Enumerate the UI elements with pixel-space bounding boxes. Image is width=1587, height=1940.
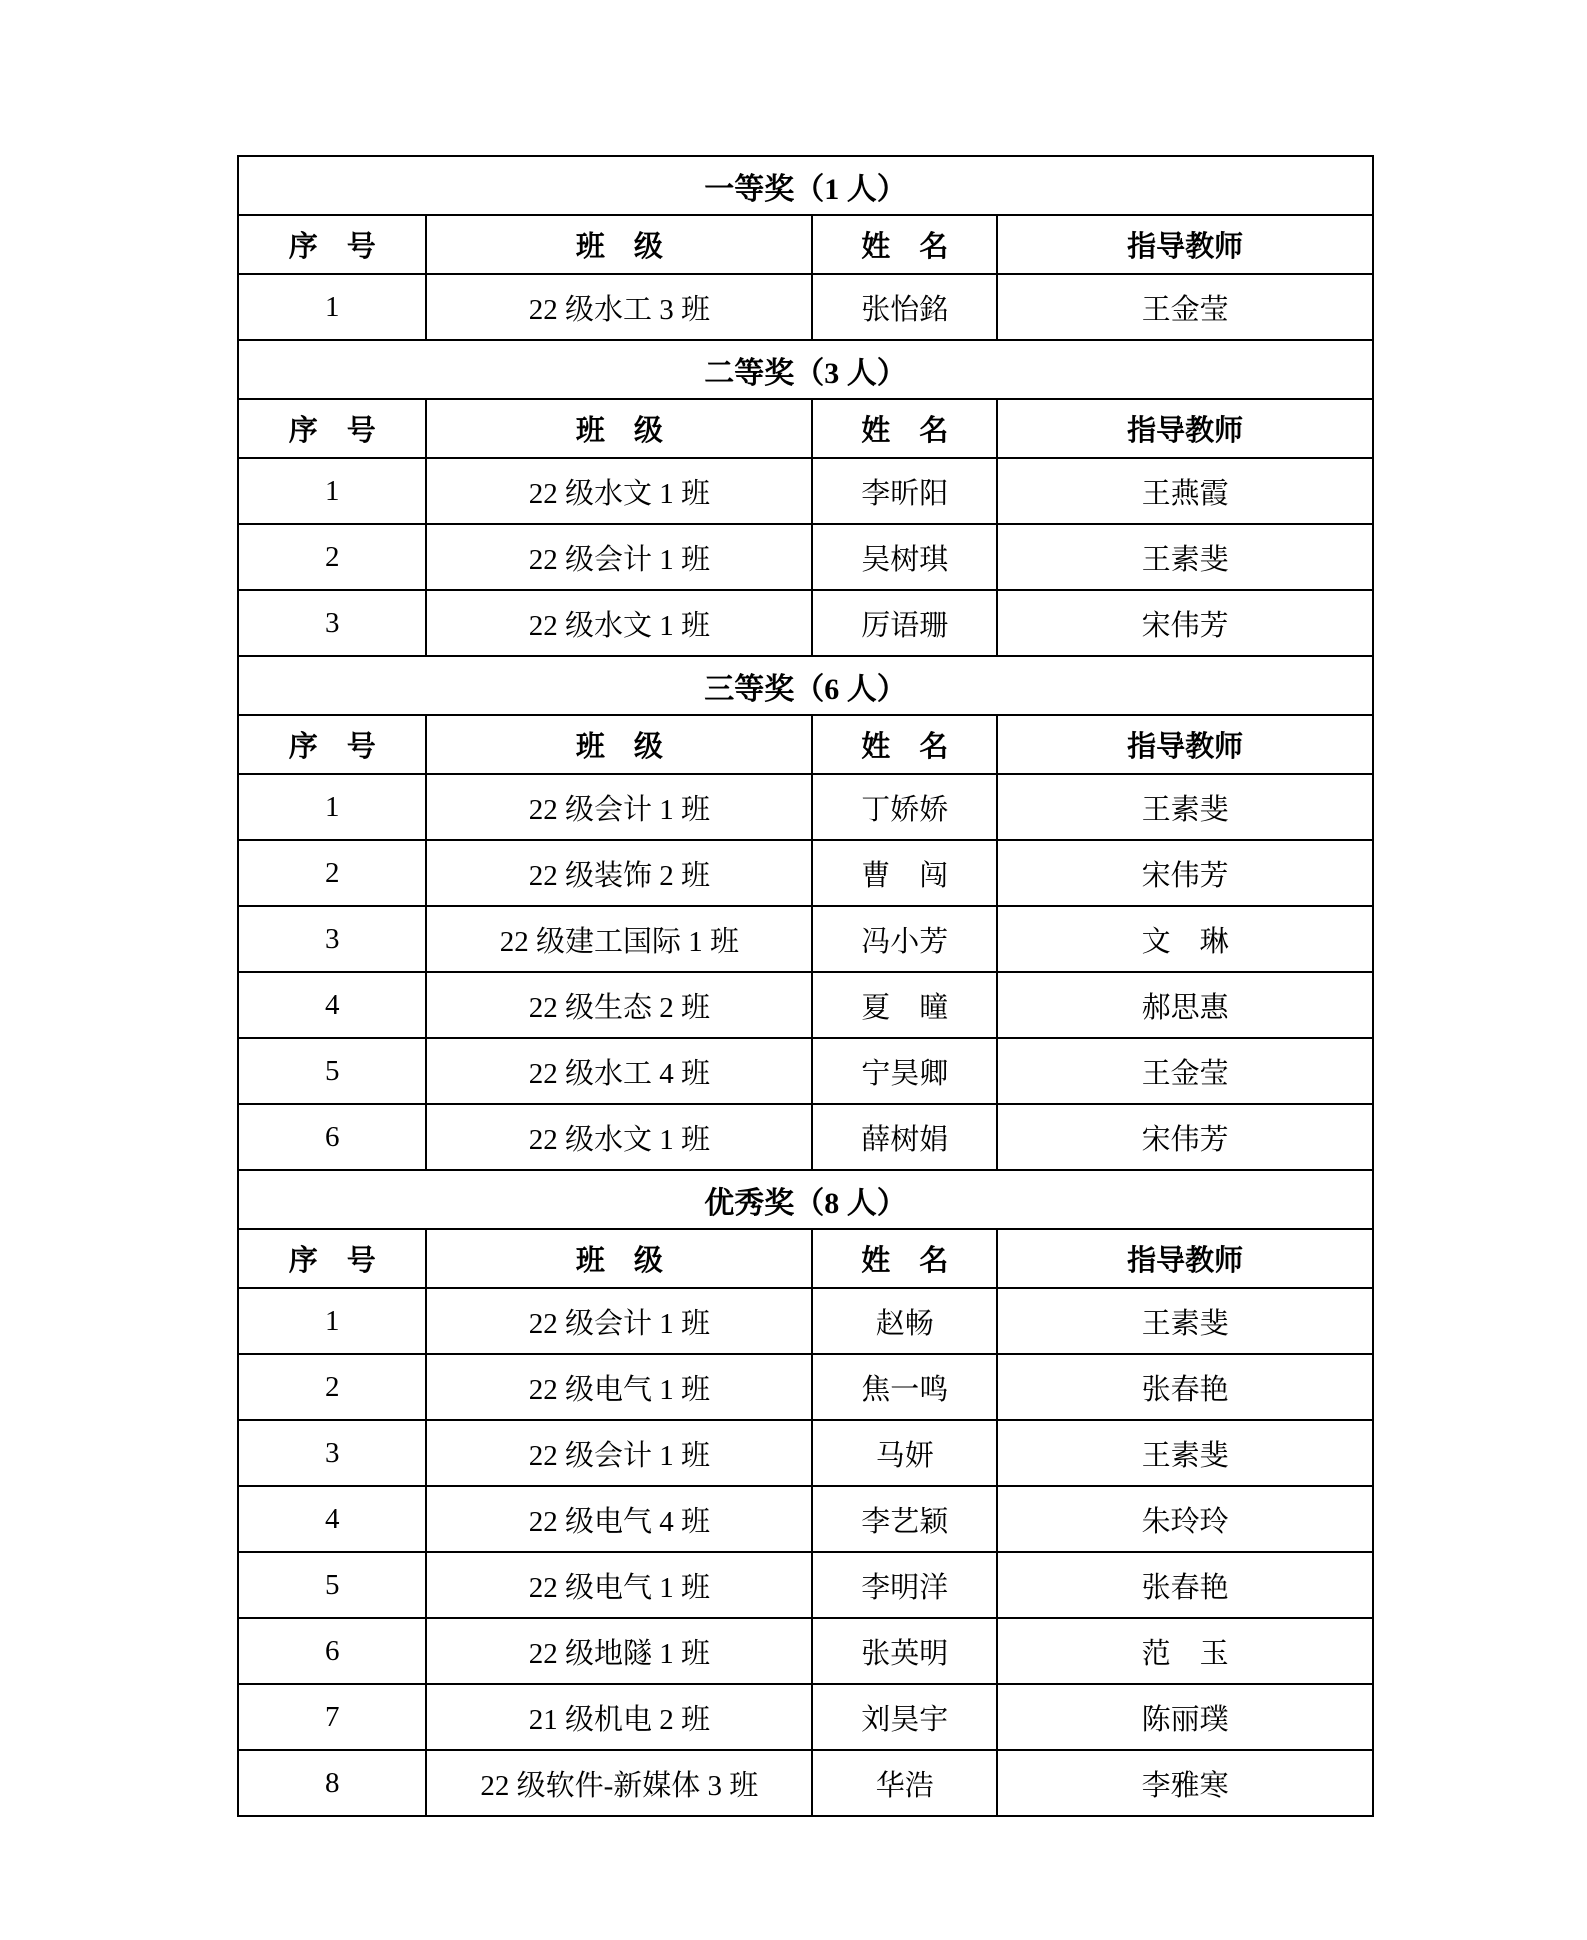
name-cell: 刘昊宇 bbox=[812, 1684, 997, 1750]
teacher-cell: 文 琳 bbox=[997, 906, 1373, 972]
serial-cell: 1 bbox=[238, 458, 426, 524]
class-cell: 22 级会计 1 班 bbox=[426, 524, 812, 590]
section-title: 一等奖（1 人） bbox=[238, 156, 1373, 215]
column-header-class: 班 级 bbox=[426, 715, 812, 774]
class-cell: 22 级地隧 1 班 bbox=[426, 1618, 812, 1684]
teacher-cell: 陈丽璞 bbox=[997, 1684, 1373, 1750]
table-row bbox=[238, 458, 1373, 524]
class-cell: 22 级会计 1 班 bbox=[426, 1420, 812, 1486]
name-cell: 丁娇娇 bbox=[812, 774, 997, 840]
table-row bbox=[238, 840, 1373, 906]
column-header-serial: 序 号 bbox=[238, 1229, 426, 1288]
teacher-cell: 宋伟芳 bbox=[997, 590, 1373, 656]
class-cell: 22 级会计 1 班 bbox=[426, 1288, 812, 1354]
teacher-cell: 王素斐 bbox=[997, 524, 1373, 590]
column-header-class: 班 级 bbox=[426, 215, 812, 274]
section-title: 优秀奖（8 人） bbox=[238, 1170, 1373, 1229]
serial-cell: 3 bbox=[238, 590, 426, 656]
class-cell: 22 级水工 4 班 bbox=[426, 1038, 812, 1104]
name-cell: 马妍 bbox=[812, 1420, 997, 1486]
teacher-cell: 张春艳 bbox=[997, 1354, 1373, 1420]
table-row bbox=[238, 1288, 1373, 1354]
column-header-teacher: 指导教师 bbox=[997, 1229, 1373, 1288]
serial-cell: 4 bbox=[238, 1486, 426, 1552]
table-row bbox=[238, 1354, 1373, 1420]
teacher-cell: 郝思惠 bbox=[997, 972, 1373, 1038]
table-row bbox=[238, 1618, 1373, 1684]
section-title-row bbox=[238, 656, 1373, 715]
table-row bbox=[238, 1038, 1373, 1104]
name-cell: 李艺颖 bbox=[812, 1486, 997, 1552]
table-header-row bbox=[238, 1229, 1373, 1288]
serial-cell: 4 bbox=[238, 972, 426, 1038]
teacher-cell: 王金莹 bbox=[997, 1038, 1373, 1104]
class-cell: 22 级水工 3 班 bbox=[426, 274, 812, 340]
class-cell: 22 级生态 2 班 bbox=[426, 972, 812, 1038]
column-header-teacher: 指导教师 bbox=[997, 215, 1373, 274]
teacher-cell: 王素斐 bbox=[997, 1288, 1373, 1354]
name-cell: 李明洋 bbox=[812, 1552, 997, 1618]
serial-cell: 1 bbox=[238, 1288, 426, 1354]
teacher-cell: 宋伟芳 bbox=[997, 1104, 1373, 1170]
name-cell: 李昕阳 bbox=[812, 458, 997, 524]
column-header-name: 姓 名 bbox=[812, 715, 997, 774]
section-title-row bbox=[238, 1170, 1373, 1229]
serial-cell: 3 bbox=[238, 1420, 426, 1486]
column-header-name: 姓 名 bbox=[812, 399, 997, 458]
serial-cell: 6 bbox=[238, 1618, 426, 1684]
name-cell: 厉语珊 bbox=[812, 590, 997, 656]
serial-cell: 2 bbox=[238, 840, 426, 906]
name-cell: 薛树娟 bbox=[812, 1104, 997, 1170]
class-cell: 22 级会计 1 班 bbox=[426, 774, 812, 840]
table-row bbox=[238, 1486, 1373, 1552]
serial-cell: 5 bbox=[238, 1038, 426, 1104]
column-header-name: 姓 名 bbox=[812, 1229, 997, 1288]
class-cell: 22 级水文 1 班 bbox=[426, 458, 812, 524]
name-cell: 宁昊卿 bbox=[812, 1038, 997, 1104]
class-cell: 22 级电气 4 班 bbox=[426, 1486, 812, 1552]
column-header-serial: 序 号 bbox=[238, 215, 426, 274]
column-header-class: 班 级 bbox=[426, 1229, 812, 1288]
table-row bbox=[238, 1552, 1373, 1618]
name-cell: 夏 曈 bbox=[812, 972, 997, 1038]
class-cell: 22 级装饰 2 班 bbox=[426, 840, 812, 906]
serial-cell: 7 bbox=[238, 1684, 426, 1750]
serial-cell: 1 bbox=[238, 774, 426, 840]
class-cell: 22 级电气 1 班 bbox=[426, 1354, 812, 1420]
table-row bbox=[238, 524, 1373, 590]
serial-cell: 8 bbox=[238, 1750, 426, 1816]
award-table bbox=[237, 155, 1374, 1817]
name-cell: 焦一鸣 bbox=[812, 1354, 997, 1420]
name-cell: 华浩 bbox=[812, 1750, 997, 1816]
teacher-cell: 张春艳 bbox=[997, 1552, 1373, 1618]
table-row bbox=[238, 1684, 1373, 1750]
table-row bbox=[238, 774, 1373, 840]
section-title-row bbox=[238, 156, 1373, 215]
column-header-class: 班 级 bbox=[426, 399, 812, 458]
column-header-name: 姓 名 bbox=[812, 215, 997, 274]
name-cell: 张怡銘 bbox=[812, 274, 997, 340]
table-row bbox=[238, 590, 1373, 656]
name-cell: 张英明 bbox=[812, 1618, 997, 1684]
table-header-row bbox=[238, 715, 1373, 774]
teacher-cell: 王金莹 bbox=[997, 274, 1373, 340]
class-cell: 22 级电气 1 班 bbox=[426, 1552, 812, 1618]
serial-cell: 6 bbox=[238, 1104, 426, 1170]
table-row bbox=[238, 1750, 1373, 1816]
class-cell: 22 级水文 1 班 bbox=[426, 590, 812, 656]
table-row bbox=[238, 1104, 1373, 1170]
teacher-cell: 宋伟芳 bbox=[997, 840, 1373, 906]
section-title: 二等奖（3 人） bbox=[238, 340, 1373, 399]
name-cell: 赵畅 bbox=[812, 1288, 997, 1354]
column-header-teacher: 指导教师 bbox=[997, 715, 1373, 774]
teacher-cell: 范 玉 bbox=[997, 1618, 1373, 1684]
serial-cell: 2 bbox=[238, 1354, 426, 1420]
table-row bbox=[238, 972, 1373, 1038]
name-cell: 曹 闯 bbox=[812, 840, 997, 906]
column-header-serial: 序 号 bbox=[238, 715, 426, 774]
teacher-cell: 王燕霞 bbox=[997, 458, 1373, 524]
name-cell: 冯小芳 bbox=[812, 906, 997, 972]
teacher-cell: 王素斐 bbox=[997, 1420, 1373, 1486]
serial-cell: 5 bbox=[238, 1552, 426, 1618]
class-cell: 21 级机电 2 班 bbox=[426, 1684, 812, 1750]
teacher-cell: 朱玲玲 bbox=[997, 1486, 1373, 1552]
name-cell: 吴树琪 bbox=[812, 524, 997, 590]
teacher-cell: 李雅寒 bbox=[997, 1750, 1373, 1816]
table-header-row bbox=[238, 215, 1373, 274]
table-row bbox=[238, 1420, 1373, 1486]
column-header-serial: 序 号 bbox=[238, 399, 426, 458]
teacher-cell: 王素斐 bbox=[997, 774, 1373, 840]
serial-cell: 2 bbox=[238, 524, 426, 590]
table-header-row bbox=[238, 399, 1373, 458]
section-title-row bbox=[238, 340, 1373, 399]
table-row bbox=[238, 906, 1373, 972]
class-cell: 22 级软件-新媒体 3 班 bbox=[426, 1750, 812, 1816]
award-document bbox=[237, 155, 1374, 1817]
table-row bbox=[238, 274, 1373, 340]
serial-cell: 1 bbox=[238, 274, 426, 340]
column-header-teacher: 指导教师 bbox=[997, 399, 1373, 458]
class-cell: 22 级水文 1 班 bbox=[426, 1104, 812, 1170]
class-cell: 22 级建工国际 1 班 bbox=[426, 906, 812, 972]
serial-cell: 3 bbox=[238, 906, 426, 972]
section-title: 三等奖（6 人） bbox=[238, 656, 1373, 715]
